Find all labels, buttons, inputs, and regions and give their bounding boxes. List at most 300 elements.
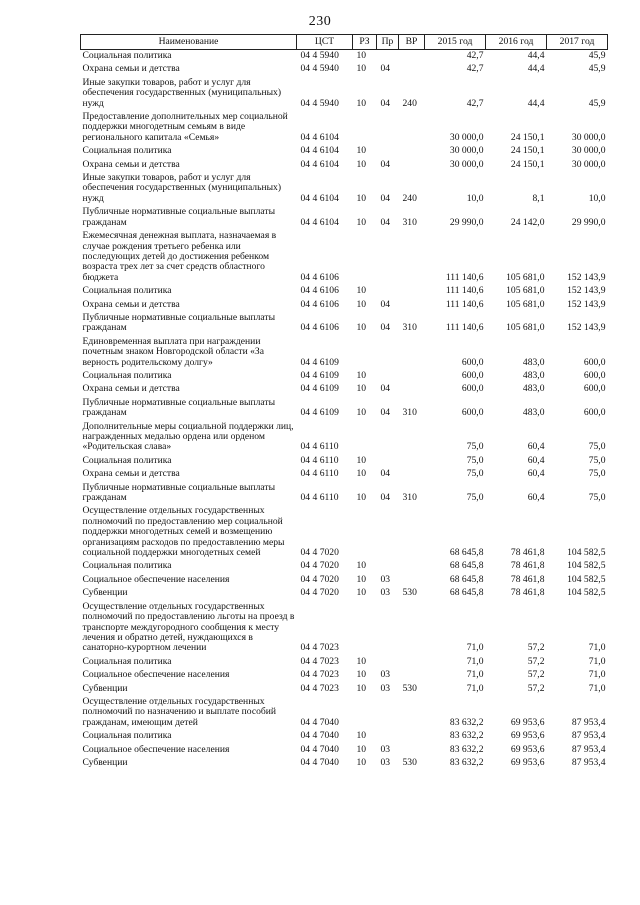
row-vr-cell bbox=[399, 505, 425, 560]
table-row bbox=[81, 574, 608, 587]
row-2016-cell: 69 953,6 bbox=[510, 730, 545, 742]
row-rz-cell: 10 bbox=[356, 587, 367, 599]
row-name-cell: Охрана семьи и детства bbox=[82, 468, 180, 480]
table-row bbox=[81, 206, 608, 230]
header-2016: 2016 год bbox=[486, 35, 547, 50]
row-2017-cell: 104 582,5 bbox=[567, 547, 606, 559]
header-cst: ЦСТ bbox=[297, 35, 353, 50]
row-cst-cell: 04 4 6106 bbox=[300, 298, 339, 310]
row-pr-cell bbox=[377, 145, 399, 158]
row-rz-cell: 10 bbox=[356, 63, 367, 75]
row-rz-cell: 10 bbox=[356, 560, 367, 572]
row-rz-cell: 10 bbox=[356, 158, 367, 170]
row-2016-cell: 8,1 bbox=[532, 192, 545, 204]
row-2016-cell: 78 461,8 bbox=[510, 587, 545, 599]
row-name-cell: Осуществление отдельных государственных полномочий по предоставлению мер социальной поддержки многодетных семей и возмещению организациям расходов по предоставлению меры социальной поддержки многодетных семей bbox=[82, 505, 285, 559]
row-pr-cell: 04 bbox=[380, 97, 391, 109]
row-cst-cell: 04 4 7023 bbox=[300, 655, 339, 667]
row-2015-cell: 83 632,2 bbox=[449, 756, 484, 768]
table-row bbox=[81, 159, 608, 172]
row-2017-cell: 104 582,5 bbox=[567, 587, 606, 599]
table-row bbox=[81, 669, 608, 682]
row-pr-cell bbox=[377, 455, 399, 468]
row-2017-cell: 45,9 bbox=[588, 50, 606, 61]
row-vr-cell bbox=[399, 696, 425, 730]
row-pr-cell: 03 bbox=[380, 756, 391, 768]
row-2016-cell: 44,4 bbox=[527, 50, 545, 61]
row-pr-cell: 04 bbox=[380, 322, 391, 334]
row-rz-cell: 10 bbox=[356, 285, 367, 297]
row-vr-cell bbox=[399, 299, 425, 312]
row-2015-cell: 30 000,0 bbox=[449, 158, 484, 170]
row-cst-cell: 04 4 6106 bbox=[300, 285, 339, 297]
row-2016-cell: 483,0 bbox=[522, 383, 545, 395]
row-2016-cell: 57,2 bbox=[527, 642, 545, 654]
row-pr-cell: 04 bbox=[380, 298, 391, 310]
row-2017-cell: 30 000,0 bbox=[571, 158, 606, 170]
row-2017-cell: 152 143,9 bbox=[567, 298, 606, 310]
table-row bbox=[81, 336, 608, 370]
row-cst-cell: 04 4 6104 bbox=[300, 158, 339, 170]
row-2016-cell: 69 953,6 bbox=[510, 743, 545, 755]
row-name-cell: Ежемесячная денежная выплата, назначаемая в случае рождения третьего ребенка или последующих детей до достижения ребенком возраста трех лет за счет средств областного бюджета bbox=[82, 230, 277, 283]
row-2015-cell: 42,7 bbox=[466, 63, 484, 75]
row-pr-cell bbox=[377, 505, 399, 560]
row-2017-cell: 71,0 bbox=[588, 655, 606, 667]
row-2017-cell: 30 000,0 bbox=[571, 131, 606, 143]
row-pr-cell bbox=[377, 421, 399, 455]
table-row bbox=[81, 312, 608, 336]
row-vr-cell bbox=[399, 63, 425, 76]
row-2016-cell: 78 461,8 bbox=[510, 560, 545, 572]
table-row bbox=[81, 587, 608, 600]
row-cst-cell: 04 4 5940 bbox=[300, 63, 339, 75]
row-pr-cell bbox=[377, 560, 399, 573]
row-vr-cell bbox=[399, 230, 425, 285]
row-pr-cell: 03 bbox=[380, 682, 391, 694]
row-rz-cell: 10 bbox=[356, 383, 367, 395]
row-vr-cell bbox=[399, 383, 425, 396]
row-vr-cell bbox=[399, 730, 425, 743]
row-name-cell: Дополнительные меры социальной поддержки лиц, награжденных медалью ордена или орденом «Родительская слава» bbox=[82, 420, 294, 453]
row-pr-cell bbox=[377, 730, 399, 743]
row-name-cell: Единовременная выплата при награждении почетным знаком Новгородской области «За верность родительскому долгу» bbox=[82, 335, 264, 368]
row-rz-cell: 10 bbox=[356, 573, 367, 585]
row-vr-cell: 310 bbox=[402, 216, 417, 228]
row-2015-cell: 75,0 bbox=[466, 492, 484, 504]
row-pr-cell bbox=[377, 696, 399, 730]
row-name-cell: Охрана семьи и детства bbox=[82, 298, 180, 310]
table-row bbox=[81, 421, 608, 455]
row-2017-cell: 45,9 bbox=[588, 97, 606, 109]
row-cst-cell: 04 4 6110 bbox=[300, 441, 339, 453]
row-2015-cell: 75,0 bbox=[466, 454, 484, 466]
row-2016-cell: 78 461,8 bbox=[510, 547, 545, 559]
row-vr-cell: 310 bbox=[402, 492, 417, 504]
row-vr-cell bbox=[399, 669, 425, 682]
table-row bbox=[81, 656, 608, 669]
row-name-cell: Социальная политика bbox=[82, 454, 172, 466]
row-name-cell: Осуществление отдельных государственных полномочий по назначению и выплате пособий гражданам, имеющим детей bbox=[82, 695, 277, 728]
row-cst-cell: 04 4 6109 bbox=[300, 369, 339, 381]
row-pr-cell bbox=[377, 285, 399, 298]
row-name-cell: Иные закупки товаров, работ и услуг для обеспечения государственных (муниципальных) нужд bbox=[82, 76, 282, 109]
row-cst-cell: 04 4 5940 bbox=[300, 50, 339, 61]
row-2017-cell: 87 953,4 bbox=[571, 743, 606, 755]
row-2015-cell: 71,0 bbox=[466, 655, 484, 667]
row-cst-cell: 04 4 7020 bbox=[300, 587, 339, 599]
row-rz-cell: 10 bbox=[356, 730, 367, 742]
row-name-cell: Субвенции bbox=[82, 756, 128, 768]
row-name-cell: Социальная политика bbox=[82, 145, 172, 157]
header-vr: ВР bbox=[399, 35, 425, 50]
row-pr-cell: 03 bbox=[380, 573, 391, 585]
row-2015-cell: 600,0 bbox=[461, 369, 484, 381]
row-2016-cell: 105 681,0 bbox=[506, 322, 545, 334]
table-row bbox=[81, 505, 608, 560]
row-vr-cell: 240 bbox=[402, 97, 417, 109]
row-pr-cell bbox=[377, 111, 399, 145]
row-2017-cell: 104 582,5 bbox=[567, 573, 606, 585]
row-2015-cell: 30 000,0 bbox=[449, 131, 484, 143]
row-rz-cell: 10 bbox=[356, 655, 367, 667]
row-name-cell: Субвенции bbox=[82, 587, 128, 599]
row-2015-cell: 83 632,2 bbox=[449, 730, 484, 742]
row-2016-cell: 483,0 bbox=[522, 407, 545, 419]
row-cst-cell: 04 4 7023 bbox=[300, 669, 339, 681]
row-vr-cell bbox=[399, 656, 425, 669]
row-vr-cell: 240 bbox=[402, 192, 417, 204]
row-rz-cell: 10 bbox=[356, 216, 367, 228]
row-2015-cell: 71,0 bbox=[466, 682, 484, 694]
row-2015-cell: 30 000,0 bbox=[449, 145, 484, 157]
row-2015-cell: 75,0 bbox=[466, 468, 484, 480]
row-cst-cell: 04 4 7040 bbox=[300, 743, 339, 755]
row-cst-cell: 04 4 6106 bbox=[300, 322, 339, 334]
row-pr-cell: 03 bbox=[380, 669, 391, 681]
row-2016-cell: 105 681,0 bbox=[506, 285, 545, 297]
row-cst-cell: 04 4 5940 bbox=[300, 97, 339, 109]
row-pr-cell: 04 bbox=[380, 192, 391, 204]
row-rz-cell bbox=[353, 230, 377, 285]
row-2016-cell: 78 461,8 bbox=[510, 573, 545, 585]
row-cst-cell: 04 4 7020 bbox=[300, 573, 339, 585]
row-2016-cell: 44,4 bbox=[527, 63, 545, 75]
row-2016-cell: 105 681,0 bbox=[506, 298, 545, 310]
row-2016-cell: 57,2 bbox=[527, 682, 545, 694]
row-2017-cell: 600,0 bbox=[583, 383, 606, 395]
table-row bbox=[81, 63, 608, 76]
row-pr-cell bbox=[377, 601, 399, 656]
row-cst-cell: 04 4 6104 bbox=[300, 192, 339, 204]
table-row bbox=[81, 601, 608, 656]
row-pr-cell: 04 bbox=[380, 63, 391, 75]
row-pr-cell bbox=[377, 50, 399, 64]
row-cst-cell: 04 4 6109 bbox=[300, 407, 339, 419]
row-2016-cell: 69 953,6 bbox=[510, 716, 545, 728]
row-2017-cell: 71,0 bbox=[588, 642, 606, 654]
row-2015-cell: 111 140,6 bbox=[445, 285, 484, 297]
row-2016-cell: 24 142,0 bbox=[510, 216, 545, 228]
row-2017-cell: 75,0 bbox=[588, 492, 606, 504]
table-row bbox=[81, 482, 608, 506]
table-row bbox=[81, 370, 608, 383]
row-name-cell: Публичные нормативные социальные выплаты гражданам bbox=[82, 396, 276, 419]
row-2015-cell: 71,0 bbox=[466, 669, 484, 681]
page-number: 230 bbox=[308, 14, 332, 29]
table-row bbox=[81, 230, 608, 285]
header-name: Наименование bbox=[81, 35, 297, 50]
row-2016-cell: 483,0 bbox=[522, 356, 545, 368]
row-pr-cell bbox=[377, 656, 399, 669]
row-vr-cell bbox=[399, 50, 425, 64]
row-rz-cell: 10 bbox=[356, 682, 367, 694]
row-2016-cell: 60,4 bbox=[527, 492, 545, 504]
row-rz-cell: 10 bbox=[356, 454, 367, 466]
row-2015-cell: 83 632,2 bbox=[449, 716, 484, 728]
row-cst-cell: 04 4 6104 bbox=[300, 145, 339, 157]
row-2017-cell: 75,0 bbox=[588, 468, 606, 480]
row-rz-cell: 10 bbox=[356, 407, 367, 419]
row-rz-cell bbox=[353, 421, 377, 455]
table-row bbox=[81, 145, 608, 158]
row-2017-cell: 152 143,9 bbox=[567, 271, 606, 283]
row-2015-cell: 29 990,0 bbox=[449, 216, 484, 228]
table-row bbox=[81, 744, 608, 757]
row-cst-cell: 04 4 7040 bbox=[300, 716, 339, 728]
row-cst-cell: 04 4 7023 bbox=[300, 682, 339, 694]
row-name-cell: Иные закупки товаров, работ и услуг для обеспечения государственных (муниципальных) нужд bbox=[82, 172, 282, 204]
row-rz-cell bbox=[353, 696, 377, 730]
row-pr-cell: 04 bbox=[380, 158, 391, 170]
table-row bbox=[81, 383, 608, 396]
row-name-cell: Социальная политика bbox=[82, 50, 172, 61]
table-row bbox=[81, 560, 608, 573]
row-rz-cell: 10 bbox=[356, 97, 367, 109]
row-2016-cell: 105 681,0 bbox=[506, 271, 545, 283]
row-name-cell: Осуществление отдельных государственных полномочий по предоставлению льготы на проезд в транспорте междугородного сообщения к месту лечения и обратно детей, нуждающихся в санаторно-курортном лечении bbox=[82, 600, 295, 654]
row-2015-cell: 111 140,6 bbox=[445, 298, 484, 310]
row-2017-cell: 10,0 bbox=[588, 192, 606, 204]
table-row bbox=[81, 172, 608, 206]
row-vr-cell bbox=[399, 159, 425, 172]
table-row bbox=[81, 730, 608, 743]
row-2017-cell: 75,0 bbox=[588, 454, 606, 466]
row-vr-cell: 310 bbox=[402, 407, 417, 419]
row-vr-cell: 530 bbox=[402, 756, 417, 768]
row-2017-cell: 87 953,4 bbox=[571, 730, 606, 742]
row-vr-cell bbox=[399, 601, 425, 656]
row-pr-cell bbox=[377, 336, 399, 370]
row-2015-cell: 10,0 bbox=[466, 192, 484, 204]
row-rz-cell: 10 bbox=[356, 669, 367, 681]
table-row bbox=[81, 50, 608, 64]
row-cst-cell: 04 4 7023 bbox=[300, 642, 339, 654]
row-2017-cell: 75,0 bbox=[588, 441, 606, 453]
row-name-cell: Охрана семьи и детства bbox=[82, 383, 180, 395]
row-rz-cell: 10 bbox=[356, 192, 367, 204]
row-pr-cell: 04 bbox=[380, 468, 391, 480]
row-2015-cell: 68 645,8 bbox=[449, 547, 484, 559]
row-vr-cell bbox=[399, 336, 425, 370]
row-2015-cell: 75,0 bbox=[466, 441, 484, 453]
row-rz-cell: 10 bbox=[356, 298, 367, 310]
row-2015-cell: 42,7 bbox=[466, 97, 484, 109]
row-2017-cell: 71,0 bbox=[588, 682, 606, 694]
row-rz-cell: 10 bbox=[356, 743, 367, 755]
row-vr-cell: 310 bbox=[402, 322, 417, 334]
row-cst-cell: 04 4 6109 bbox=[300, 356, 339, 368]
row-vr-cell bbox=[399, 421, 425, 455]
row-name-cell: Социальное обеспечение населения bbox=[82, 743, 230, 755]
row-cst-cell: 04 4 7020 bbox=[300, 560, 339, 572]
row-2016-cell: 60,4 bbox=[527, 441, 545, 453]
row-2016-cell: 24 150,1 bbox=[510, 131, 545, 143]
row-2015-cell: 83 632,2 bbox=[449, 743, 484, 755]
row-pr-cell: 04 bbox=[380, 407, 391, 419]
row-name-cell: Охрана семьи и детства bbox=[82, 63, 180, 75]
row-2017-cell: 87 953,4 bbox=[571, 756, 606, 768]
row-2015-cell: 111 140,6 bbox=[445, 322, 484, 334]
row-2017-cell: 600,0 bbox=[583, 407, 606, 419]
table-row bbox=[81, 397, 608, 421]
row-rz-cell bbox=[353, 601, 377, 656]
row-vr-cell bbox=[399, 455, 425, 468]
row-2017-cell: 29 990,0 bbox=[571, 216, 606, 228]
row-name-cell: Социальная политика bbox=[82, 560, 172, 572]
row-2017-cell: 600,0 bbox=[583, 356, 606, 368]
row-vr-cell bbox=[399, 370, 425, 383]
row-rz-cell bbox=[353, 505, 377, 560]
row-rz-cell: 10 bbox=[356, 145, 367, 157]
row-rz-cell: 10 bbox=[356, 492, 367, 504]
budget-table bbox=[80, 34, 608, 770]
table-row bbox=[81, 757, 608, 770]
row-name-cell: Публичные нормативные социальные выплаты гражданам bbox=[82, 206, 276, 228]
row-cst-cell: 04 4 6110 bbox=[300, 492, 339, 504]
row-pr-cell bbox=[377, 370, 399, 383]
row-cst-cell: 04 4 7040 bbox=[300, 756, 339, 768]
row-2015-cell: 68 645,8 bbox=[449, 587, 484, 599]
row-2016-cell: 69 953,6 bbox=[510, 756, 545, 768]
row-vr-cell bbox=[399, 468, 425, 481]
row-2016-cell: 44,4 bbox=[527, 97, 545, 109]
table-row bbox=[81, 285, 608, 298]
row-2015-cell: 600,0 bbox=[461, 407, 484, 419]
row-2016-cell: 24 150,1 bbox=[510, 145, 545, 157]
table-row bbox=[81, 468, 608, 481]
row-name-cell: Социальное обеспечение населения bbox=[82, 669, 230, 681]
row-vr-cell: 530 bbox=[402, 587, 417, 599]
row-2016-cell: 60,4 bbox=[527, 454, 545, 466]
row-name-cell: Субвенции bbox=[82, 682, 128, 694]
row-name-cell: Социальная политика bbox=[82, 285, 172, 297]
row-cst-cell: 04 4 6104 bbox=[300, 131, 339, 143]
row-name-cell: Социальное обеспечение населения bbox=[82, 573, 230, 585]
table-body bbox=[81, 50, 608, 771]
row-2017-cell: 87 953,4 bbox=[571, 716, 606, 728]
row-2015-cell: 600,0 bbox=[461, 356, 484, 368]
row-cst-cell: 04 4 6106 bbox=[300, 271, 339, 283]
row-2016-cell: 57,2 bbox=[527, 655, 545, 667]
row-pr-cell bbox=[377, 230, 399, 285]
row-2015-cell: 68 645,8 bbox=[449, 560, 484, 572]
row-vr-cell bbox=[399, 285, 425, 298]
row-2015-cell: 600,0 bbox=[461, 383, 484, 395]
row-pr-cell: 03 bbox=[380, 743, 391, 755]
row-rz-cell bbox=[353, 111, 377, 145]
row-rz-cell: 10 bbox=[356, 50, 367, 61]
row-2016-cell: 24 150,1 bbox=[510, 158, 545, 170]
row-cst-cell: 04 4 6110 bbox=[300, 454, 339, 466]
row-vr-cell bbox=[399, 574, 425, 587]
table-row bbox=[81, 696, 608, 730]
row-pr-cell: 04 bbox=[380, 383, 391, 395]
row-rz-cell: 10 bbox=[356, 322, 367, 334]
row-cst-cell: 04 4 7020 bbox=[300, 547, 339, 559]
row-name-cell: Предоставление дополнительных мер социальной поддержки многодетным семьям в виде регионального капитала «Семья» bbox=[82, 111, 288, 143]
row-vr-cell bbox=[399, 560, 425, 573]
row-2015-cell: 111 140,6 bbox=[445, 271, 484, 283]
row-cst-cell: 04 4 6110 bbox=[300, 468, 339, 480]
row-rz-cell: 10 bbox=[356, 756, 367, 768]
table-header-row bbox=[81, 35, 608, 50]
row-name-cell: Охрана семьи и детства bbox=[82, 158, 180, 170]
row-pr-cell: 04 bbox=[380, 492, 391, 504]
row-2016-cell: 57,2 bbox=[527, 669, 545, 681]
row-name-cell: Социальная политика bbox=[82, 655, 172, 667]
row-2016-cell: 483,0 bbox=[522, 369, 545, 381]
row-rz-cell bbox=[353, 336, 377, 370]
header-rz: РЗ bbox=[353, 35, 377, 50]
row-2017-cell: 30 000,0 bbox=[571, 145, 606, 157]
table-row bbox=[81, 683, 608, 696]
row-2016-cell: 60,4 bbox=[527, 468, 545, 480]
row-vr-cell bbox=[399, 111, 425, 145]
table-row bbox=[81, 455, 608, 468]
row-vr-cell bbox=[399, 145, 425, 158]
header-2017: 2017 год bbox=[547, 35, 608, 50]
row-pr-cell: 04 bbox=[380, 216, 391, 228]
row-2017-cell: 45,9 bbox=[588, 63, 606, 75]
row-pr-cell: 03 bbox=[380, 587, 391, 599]
header-pr: Пр bbox=[377, 35, 399, 50]
row-rz-cell: 10 bbox=[356, 468, 367, 480]
row-2017-cell: 152 143,9 bbox=[567, 285, 606, 297]
row-cst-cell: 04 4 7040 bbox=[300, 730, 339, 742]
row-2017-cell: 104 582,5 bbox=[567, 560, 606, 572]
row-vr-cell bbox=[399, 744, 425, 757]
table-row bbox=[81, 299, 608, 312]
row-name-cell: Социальная политика bbox=[82, 369, 172, 381]
table-row bbox=[81, 111, 608, 145]
row-cst-cell: 04 4 6109 bbox=[300, 383, 339, 395]
row-name-cell: Социальная политика bbox=[82, 730, 172, 742]
row-cst-cell: 04 4 6104 bbox=[300, 216, 339, 228]
row-2017-cell: 600,0 bbox=[583, 369, 606, 381]
row-name-cell: Публичные нормативные социальные выплаты гражданам bbox=[82, 311, 276, 334]
row-2017-cell: 71,0 bbox=[588, 669, 606, 681]
row-2015-cell: 68 645,8 bbox=[449, 573, 484, 585]
row-rz-cell: 10 bbox=[356, 369, 367, 381]
row-2015-cell: 42,7 bbox=[466, 50, 484, 61]
row-2015-cell: 71,0 bbox=[466, 642, 484, 654]
row-vr-cell: 530 bbox=[402, 682, 417, 694]
row-name-cell: Публичные нормативные социальные выплаты гражданам bbox=[82, 481, 276, 504]
row-2017-cell: 152 143,9 bbox=[567, 322, 606, 334]
table-row bbox=[81, 77, 608, 111]
header-2015: 2015 год bbox=[425, 35, 486, 50]
